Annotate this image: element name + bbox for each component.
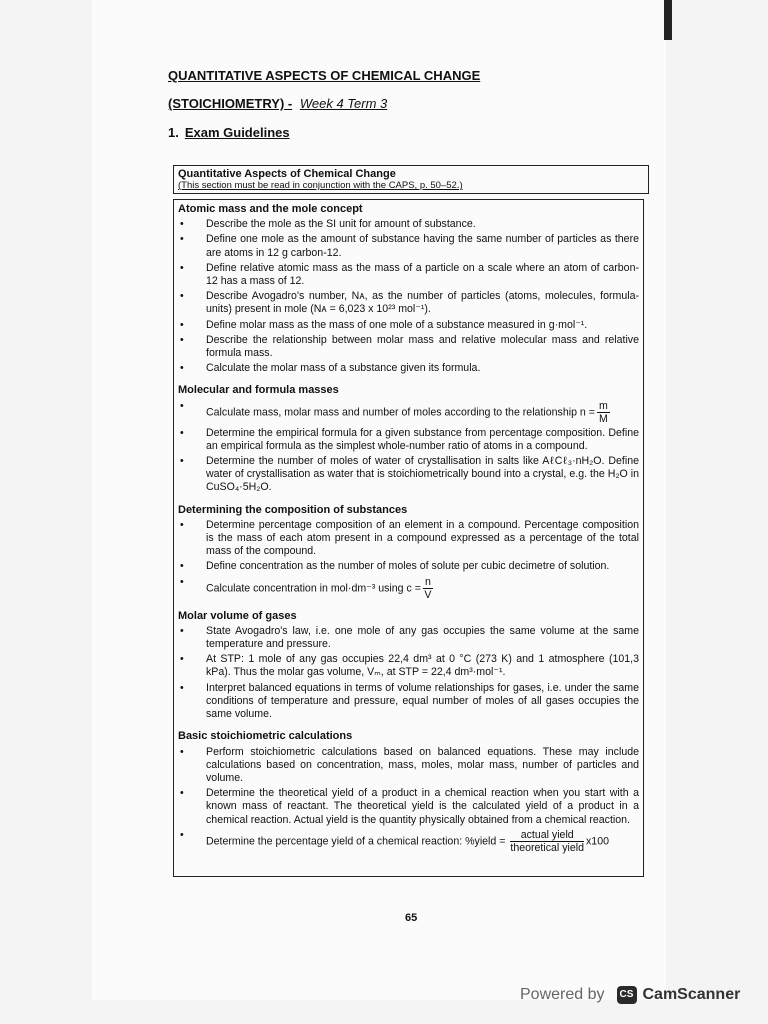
title-line-2 [168,96,387,111]
guidelines-header-box [173,165,649,194]
title-line-1: QUANTITATIVE ASPECTS OF CHEMICAL CHANGE [168,68,481,83]
list-item: • Determine the number of moles of water of crystallisation in salts like AℓCℓ₃·nH₂O. Define water of crystallisation as water that is stoichiometrically bound into a crystal, e.g. the H₂O in CuSO₄·5H₂O. [178,455,639,495]
formula-yield-fraction [510,829,584,854]
header-box-title: Quantitative Aspects of Chemical Change [178,168,396,180]
watermark-powered-by: Powered by [520,986,605,1003]
formula-yield-denominator: theoretical yield [510,841,584,854]
list-item: • Define concentration as the number of moles of solute per cubic decimetre of solution. [178,560,639,573]
list-item: • Determine the theoretical yield of a product in a chemical reaction when you start with a known mass of reactant. The theoretical yield is the calculated yield of a product in a chemical reaction. Actual yield is the quantity physically obtained from a chemical reaction. [178,787,639,827]
list-item: • Calculate the molar mass of a substance given its formula. [178,362,639,375]
list-item-text: Calculate concentration in mol·dm⁻³ using [206,581,404,594]
list-item [178,576,639,601]
formula-yield-numerator: actual yield [510,829,584,842]
list-item: • Describe Avogadro's number, Nᴀ, as the number of particles (atoms, molecules, formula-units) present in mole (Nᴀ = 6,023 x 10²³ mol⁻¹). [178,290,639,316]
formula-yield-multiplier: x100 [586,835,609,848]
list-item: • Define molar mass as the mass of one mole of a substance measured in g·mol⁻¹. [178,319,639,332]
list-item [178,400,639,425]
list-molar-volume [178,625,639,721]
formula-c-fraction [423,576,433,601]
formula-c-lhs: c = [406,581,421,594]
page-number: 65 [405,912,418,924]
section-title: Exam Guidelines [184,125,290,140]
list-item [178,829,639,854]
list-item: • Describe the mole as the SI unit for amount of substance. [178,218,639,231]
section-number: 1. [168,125,179,140]
camscanner-logo-icon: CS [617,986,637,1004]
list-atomic-mass [178,218,639,375]
list-item: • Determine percentage composition of an element in a compound. Percentage composition is the mass of each atom present in a compound expressed as a percentage of the total mass of the compound. [178,519,639,559]
title-stoichiometry: (STOICHIOMETRY) - [168,96,293,111]
section-heading-atomic-mass: Atomic mass and the mole concept [178,203,363,215]
header-box-subtitle: (This section must be read in conjunction with the CAPS, p. 50–52.) [178,180,463,191]
formula-c-denominator: V [424,588,432,601]
formula-n-numerator: m [598,399,608,412]
section-heading-molecular-masses: Molecular and formula masses [178,384,339,397]
guidelines-content-box [173,199,644,877]
list-item-text: Determine the percentage yield of a chemical reaction: %yield = [206,835,506,848]
formula-n-lhs: n = [579,405,595,418]
formula-c-numerator: n [424,575,431,588]
list-item: • Define one mole as the amount of substance having the same number of particles as there are atoms in 12 g carbon-12. [178,233,639,259]
list-item: • Determine the empirical formula for a given substance from percentage composition. Define an empirical formula as the simplest whole-number ratio of atoms in a compound. [178,427,639,453]
section-heading [168,125,290,140]
list-item: • State Avogadro's law, i.e. one mole of any gas occupies the same volume at the same temperature and pressure. [178,625,639,651]
scan-edge [664,0,672,40]
camscanner-watermark [520,986,740,1004]
list-molecular-masses [178,400,639,495]
watermark-brand: CamScanner [642,986,741,1003]
list-item-text: Calculate mass, molar mass and number of moles according to the relationship [206,405,577,418]
list-item: • Describe the relationship between molar mass and relative molecular mass and relative formula mass. [178,334,639,360]
list-item: • Define relative atomic mass as the mass of a particle on a scale where an atom of carbon-12 has a mass of 12. [178,262,639,288]
formula-n-denominator: M [598,412,608,425]
section-heading-composition: Determining the composition of substances [178,503,408,516]
section-heading-stoichiometric: Basic stoichiometric calculations [178,730,353,743]
title-week: Week 4 Term 3 [299,96,388,111]
formula-n-fraction [597,400,610,425]
list-item: • At STP: 1 mole of any gas occupies 22,4 dm³ at 0 °C (273 K) and 1 atmosphere (101,3 kPa). Thus the molar gas volume, Vₘ, at STP = 22,4 dm³·mol⁻¹. [178,653,639,679]
list-item: • Interpret balanced equations in terms of volume relationships for gases, i.e. under the same conditions of temperature and pressure, equal number of moles of all gases occupies the same volume. [178,682,639,722]
list-composition [178,519,639,601]
list-item: • Perform stoichiometric calculations based on balanced equations. These may include calculations based on concentration, mass, moles, molar mass, number of particles and volume. [178,746,639,786]
section-heading-molar-volume: Molar volume of gases [178,609,297,622]
list-stoichiometric [178,746,639,854]
